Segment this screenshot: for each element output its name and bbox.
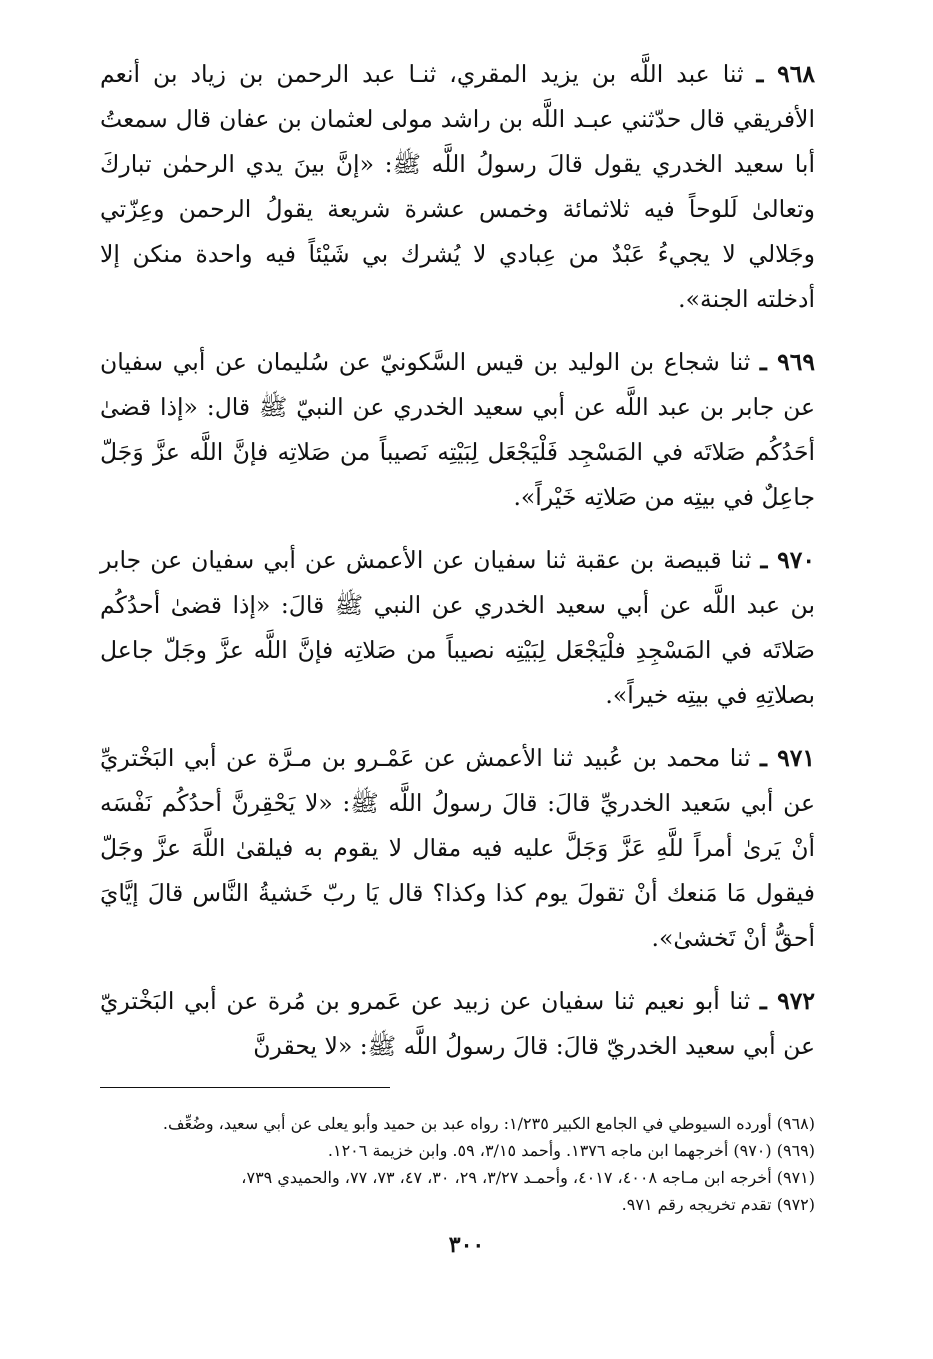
hadith-number: ٩٦٨ ـ (756, 60, 815, 88)
hadith-text: ثنا عبد اللَّه بن يزيد المقري، ثنـا عبد الرحمن بن زياد بن أنعم الأفريقي قال حدّثني عبـد اللَّه بن راشد مولى لعثمان بن عفان قال سمعتُ أبا سعيد الخدري يقول قالَ رسولُ اللَّه ﷺ: «إنَّ بينَ يدي الرحمٰن تباركَ وتعالىٰ لَلوحاً فيه ثلاثمائة وخمس عشرة شريعة يقولُ الرحمن وعِزّتي وجَلالي لا يجيءُ عَبْدٌ من عِبادي لا يُشرك بي شَيْئاً فيه واحدة منكن إلا أدخلته الجنة». (100, 60, 815, 313)
page-number: ٣٠٠ (448, 1232, 485, 1258)
hadith-971 (100, 736, 815, 961)
hadith-number: ٩٧١ ـ (760, 744, 815, 772)
hadith-text: ثنا محمد بن عُبيد ثنا الأعمش عن عَمْـرو بن مـرَّة عن أبي البَخْتريِّ عن أبي سَعيد الخدريِّ قالَ: قالَ رسولُ اللَّه ﷺ: «لا يَحْقِرنَّ أحدُكُم نَفْسَه أنْ يَرىٰ أمراً للَّهِ عَزَّ وَجَلَّ عليه فيه مقال لا يقوم به فيلقىٰ اللَّهَ عزَّ وجَلّ فيقول مَا مَنعك أنْ تقولَ يوم كذا وكذا؟ قال يَا ربّ خَشيةُ النَّاس قالَ إيَّايَ أحقُّ أنْ تَخشىٰ». (100, 744, 815, 952)
hadith-text: ثنا أبو نعيم ثنا سفيان عن زبيد عن عَمرو بن مُرة عن أبي البَخْتريّ عن أبي سعيد الخدريّ قالَ: قالَ رسولُ اللَّه ﷺ: «لا يحقرنَّ (100, 987, 815, 1060)
footnote-969-970: (٩٦٩) (٩٧٠) أخرجهما ابن ماجه ١٣٧٦. وأحمد ٣/١٥، ٥٩. وابن خزيمة ١٢٠٦. (327, 1141, 815, 1160)
hadith-text: ثنا قبيصة بن عقبة ثنا سفيان عن الأعمش عن أبي سفيان عن جابر بن عبد اللَّه عن أبي سعيد الخدري عن النبي ﷺ قالَ: «إذا قضىٰ أحدُكُم صَلاتَه في المَسْجِدِ فلْيَجْعَل لِبَيْتِه نصيباً من صَلاتِه فإنَّ اللَّه عزَّ وجَلّ جاعل بصلاتِهِ في بيتِه خيراً». (100, 546, 815, 709)
footnotes (100, 1110, 815, 1218)
hadith-972 (100, 979, 815, 1069)
hadith-text: ثنا شجاع بن الوليد بن قيس السَّكونيّ عن سُليمان عن أبي سفيان عن جابر بن عبد اللَّه عن أبي سعيد الخدري عن النبيّ ﷺ قال: «إذا قضىٰ أحَدُكُم صَلاتَه في المَسْجِد فَلْيَجْعَل لِبَيْتِه نَصيباً من صَلاتِه فإنَّ اللَّه عزَّ وَجَلّ جاعِلٌ في بيتِه من صَلاتِه خَيْراً». (100, 348, 815, 511)
footnote-972: (٩٧٢) تقدم تخريجه رقم ٩٧١. (621, 1195, 815, 1214)
footnote-968: (٩٦٨) أورده السيوطي في الجامع الكبير ١/٢٣٥: رواه عبد بن حميد وأبو يعلى عن أبي سعيد، وضُعِّف. (162, 1114, 815, 1133)
hadith-968 (100, 52, 815, 322)
hadith-number: ٩٦٩ ـ (759, 348, 815, 376)
footnote-971: (٩٧١) أخرجه ابن مـاجه ٤٠٠٨، ٤٠١٧، وأحمـد ٣/٢٧، ٢٩، ٣٠، ٤٧، ٧٣، ٧٧، والحميدي ٧٣٩، (241, 1168, 815, 1187)
hadith-number: ٩٧٠ ـ (760, 546, 815, 574)
hadith-number: ٩٧٢ ـ (759, 987, 815, 1015)
hadith-969 (100, 340, 815, 520)
hadith-970 (100, 538, 815, 718)
footnote-separator (100, 1087, 390, 1088)
